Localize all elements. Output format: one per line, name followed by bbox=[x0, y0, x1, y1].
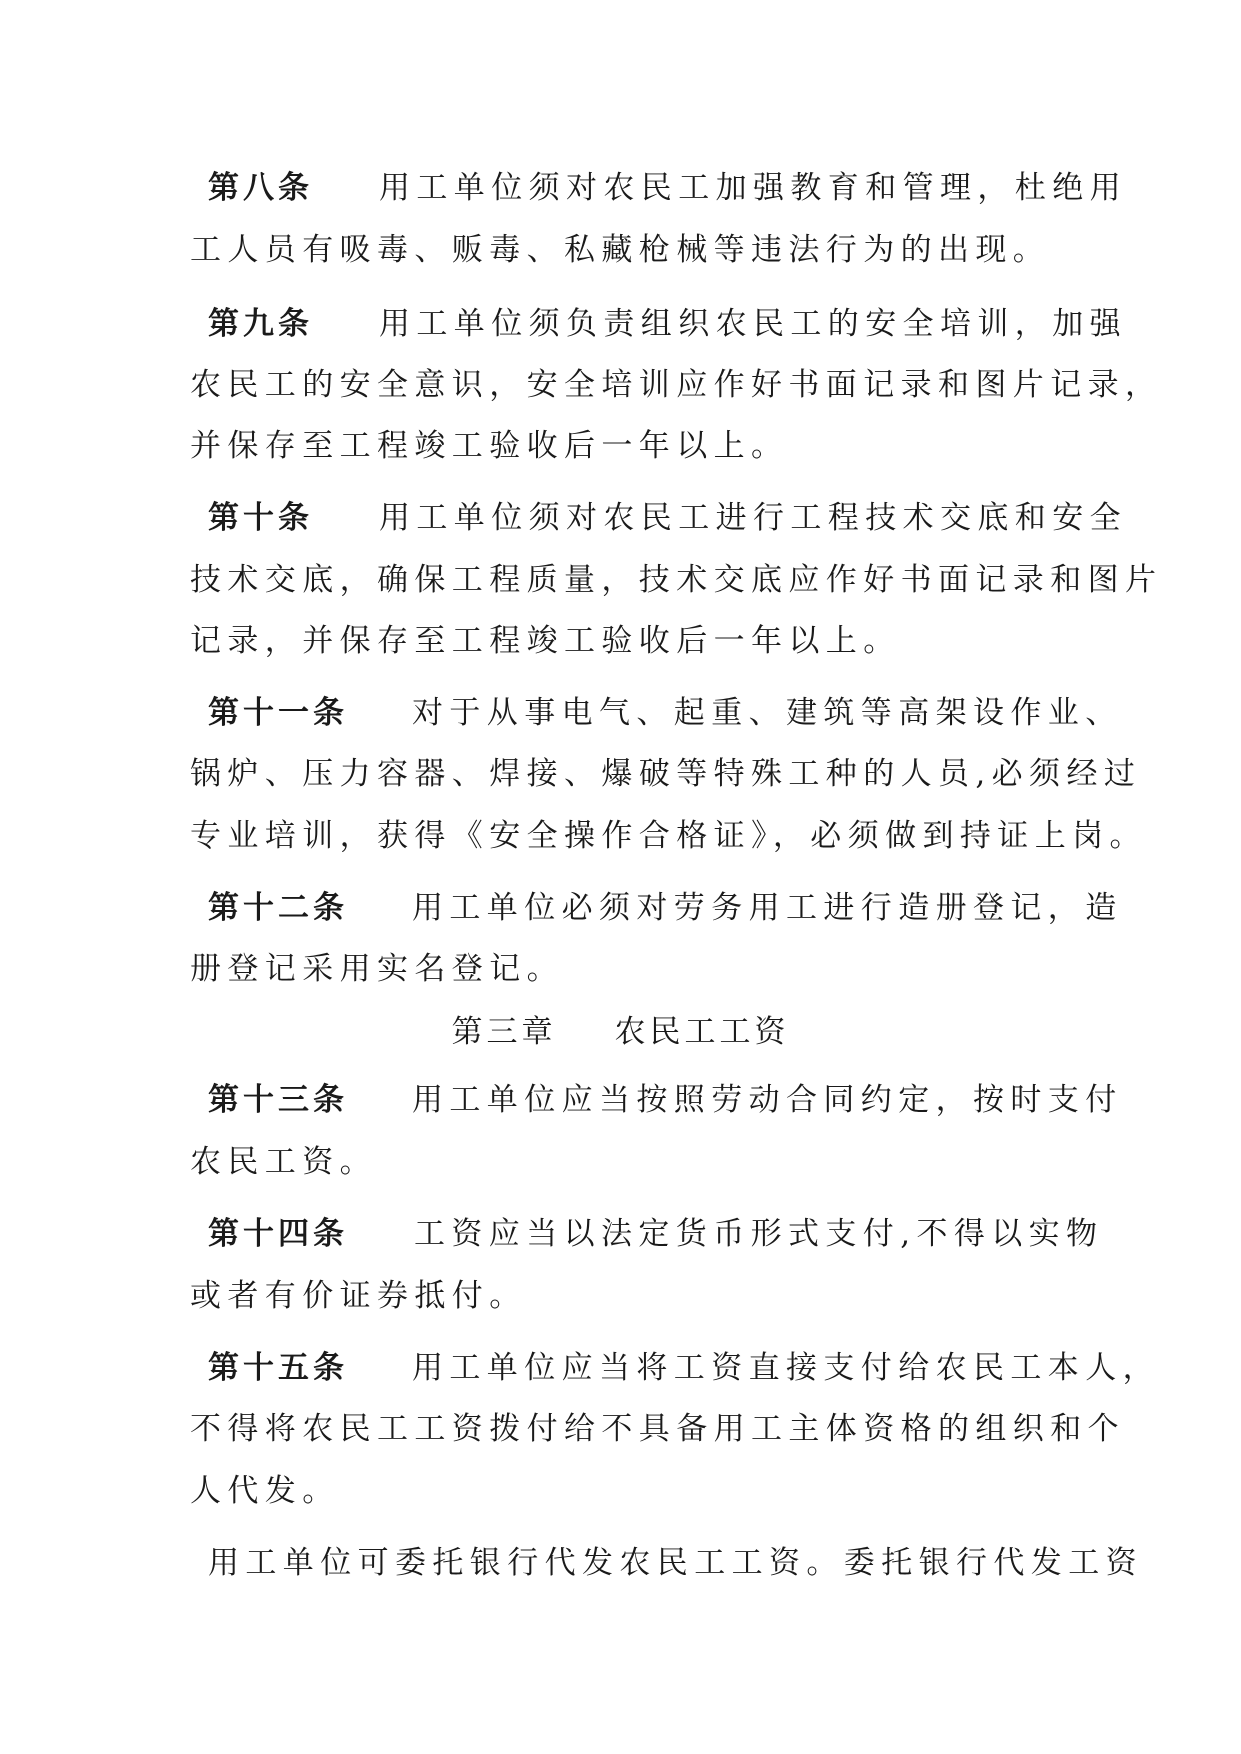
chapter-heading bbox=[0, 1010, 1241, 1054]
article-11-line-3: 专业培训，获得《安全操作合格证》，必须做到持证上岗。 bbox=[190, 818, 1147, 854]
article-number: 第十一条 bbox=[208, 695, 348, 731]
article-text: 工资应当以法定货币形式支付,不得以实物 bbox=[414, 1216, 1104, 1252]
article-number: 第十二条 bbox=[208, 890, 348, 926]
article-11-line-1 bbox=[208, 691, 1123, 735]
article-15-line-3: 人代发。 bbox=[190, 1473, 340, 1509]
article-9-line-2: 农民工的安全意识，安全培训应作好书面记录和图片记录， bbox=[190, 367, 1163, 403]
article-text: 对于从事电气、起重、建筑等高架设作业、 bbox=[412, 695, 1123, 731]
article-number: 第十五条 bbox=[208, 1350, 348, 1386]
article-text: 用工单位应当按照劳动合同约定，按时支付 bbox=[412, 1082, 1123, 1118]
article-14-line-2: 或者有价证券抵付。 bbox=[190, 1278, 527, 1314]
article-9-line-1 bbox=[208, 302, 1127, 346]
article-8-line-1 bbox=[208, 166, 1127, 210]
article-13-line-2: 农民工资。 bbox=[190, 1144, 377, 1180]
article-10-line-1 bbox=[208, 496, 1127, 540]
article-number: 第九条 bbox=[208, 306, 313, 342]
chapter-number: 第三章 bbox=[451, 1014, 557, 1050]
paragraph-line: 用工单位可委托银行代发农民工工资。委托银行代发工资 bbox=[208, 1545, 1143, 1581]
article-number: 第十条 bbox=[208, 500, 313, 536]
article-13-line-1 bbox=[208, 1078, 1123, 1122]
article-14-line-1 bbox=[208, 1212, 1104, 1256]
article-8-line-2: 工人员有吸毒、贩毒、私藏枪械等违法行为的出现。 bbox=[190, 232, 1051, 268]
chapter-title: 农民工工资 bbox=[614, 1014, 790, 1050]
article-10-line-3: 记录，并保存至工程竣工验收后一年以上。 bbox=[190, 623, 901, 659]
article-11-line-2: 锅炉、压力容器、焊接、爆破等特殊工种的人员,必须经过 bbox=[190, 756, 1142, 792]
article-number: 第八条 bbox=[208, 170, 313, 206]
article-15-line-1 bbox=[208, 1346, 1160, 1390]
article-text: 用工单位应当将工资直接支付给农民工本人， bbox=[412, 1350, 1160, 1386]
article-text: 用工单位必须对劳务用工进行造册登记，造 bbox=[412, 890, 1123, 926]
article-12-line-2: 册登记采用实名登记。 bbox=[190, 951, 564, 987]
article-text: 用工单位须负责组织农民工的安全培训，加强 bbox=[379, 306, 1127, 342]
article-12-line-1 bbox=[208, 886, 1123, 930]
article-9-line-3: 并保存至工程竣工验收后一年以上。 bbox=[190, 428, 789, 464]
article-number: 第十四条 bbox=[208, 1216, 348, 1252]
article-15-line-2: 不得将农民工工资拨付给不具备用工主体资格的组织和个 bbox=[190, 1411, 1125, 1447]
article-text: 用工单位须对农民工进行工程技术交底和安全 bbox=[379, 500, 1127, 536]
article-text: 用工单位须对农民工加强教育和管理，杜绝用 bbox=[379, 170, 1127, 206]
article-number: 第十三条 bbox=[208, 1082, 348, 1118]
article-10-line-2: 技术交底，确保工程质量，技术交底应作好书面记录和图片 bbox=[190, 562, 1163, 598]
